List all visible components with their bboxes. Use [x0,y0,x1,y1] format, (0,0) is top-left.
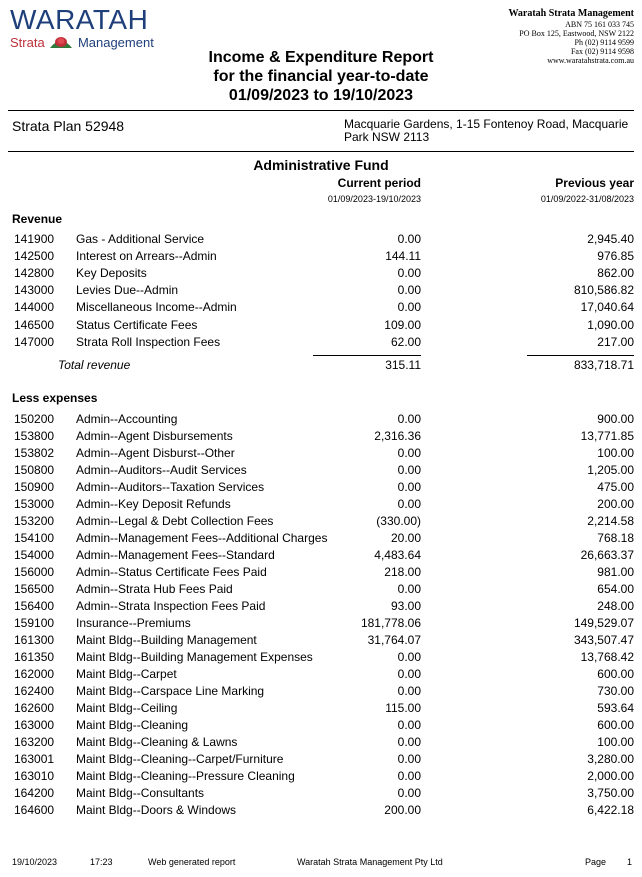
table-row [0,513,642,530]
account-name: Gas - Additional Service [76,232,205,246]
account-name: Status Certificate Fees [76,317,198,332]
previous-amount: 976.85 [597,249,634,264]
current-amount: 115.00 [385,701,421,715]
current-amount: 0.00 [397,266,421,281]
revenue-heading: Revenue [12,212,63,226]
current-amount: 2,316.36 [374,429,421,443]
previous-amount: 654.00 [597,582,634,596]
report-title-line3: 01/09/2023 to 19/10/2023 [228,87,414,104]
previous-amount: 248.00 [597,599,634,613]
table-row [0,564,642,581]
current-amount: 218.00 [384,565,421,579]
previous-amount: 1,205.00 [587,463,634,477]
account-name: Maint Bldg--Carspace Line Marking [76,684,265,698]
current-amount: 109.00 [384,317,421,332]
account-code: 147000 [14,334,55,349]
account-code: 164200 [14,786,55,800]
current-amount: 0.00 [397,412,421,426]
previous-amount: 1,090.00 [587,317,634,332]
previous-amount: 981.00 [597,565,634,579]
current-amount: 0.00 [397,300,421,315]
account-name: Admin--Strata Inspection Fees Paid [76,599,266,613]
total-revenue-current: 315.11 [385,358,421,372]
previous-amount: 26,663.37 [580,548,634,562]
previous-amount: 3,280.00 [587,752,634,766]
report-title-line1: Income & Expenditure Report [208,49,434,66]
account-code: 163000 [14,718,55,732]
current-amount: 0.00 [397,497,421,511]
account-code: 146500 [14,317,55,332]
table-row [0,598,642,615]
previous-amount: 13,771.85 [580,429,634,443]
report-title-line2: for the financial year-to-date [213,68,429,85]
logo-tagline [10,35,154,50]
account-name: Maint Bldg--Doors & Windows [76,803,237,817]
account-name: Admin--Accounting [76,412,178,426]
table-row [0,462,642,479]
previous-amount: 768.18 [597,531,634,545]
table-row [0,334,642,351]
account-name: Interest on Arrears--Admin [76,249,217,264]
current-amount: 0.00 [397,735,421,749]
account-name: Key Deposits [76,266,147,281]
table-row [0,547,642,564]
footer-note: Web generated report [148,857,236,867]
account-name: Insurance--Premiums [76,616,191,630]
table-row [0,496,642,513]
total-line-previous [527,355,634,356]
account-code: 153000 [14,497,55,511]
table-row [0,231,642,248]
current-amount: 0.00 [397,769,421,783]
account-code: 163010 [14,769,55,783]
total-revenue-label: Total revenue [58,358,131,372]
account-name: Admin--Management Fees--Additional Charges [76,531,328,545]
account-name: Admin--Agent Disbursements [76,429,233,443]
current-amount: 0.00 [397,582,421,596]
column-previous-range: 01/09/2022-31/08/2023 [540,194,634,204]
account-code: 154100 [14,531,55,545]
account-name: Admin--Legal & Debt Collection Fees [76,514,274,528]
previous-amount: 3,750.00 [587,786,634,800]
account-name: Maint Bldg--Cleaning & Lawns [76,735,238,749]
previous-amount: 2,945.40 [587,232,634,246]
account-name: Admin--Agent Disburst--Other [76,446,235,460]
account-name: Maint Bldg--Consultants [76,786,205,800]
account-name: Admin--Management Fees--Standard [76,548,275,562]
logo-management: Management [77,35,154,50]
company-fax: Fax (02) 9114 9598 [570,47,634,56]
account-name: Maint Bldg--Ceiling [76,701,178,715]
account-name: Maint Bldg--Building Management Expenses [76,650,313,664]
account-name: Admin--Strata Hub Fees Paid [76,582,233,596]
previous-amount: 100.00 [597,446,634,460]
company-website: www.waratahstrata.com.au [547,56,634,65]
account-code: 143000 [14,283,55,298]
table-row [0,265,642,282]
table-row [0,683,642,700]
previous-amount: 13,768.42 [580,650,634,664]
previous-amount: 343,507.47 [573,633,634,647]
account-name: Miscellaneous Income--Admin [76,300,237,315]
current-amount: 20.00 [390,531,421,545]
account-name: Admin--Auditors--Taxation Services [76,480,265,494]
expenses-heading: Less expenses [12,391,98,405]
account-code: 163200 [14,735,55,749]
account-name: Maint Bldg--Cleaning [76,718,189,732]
column-current-header: Current period [337,176,421,190]
previous-amount: 2,000.00 [587,769,634,783]
table-row [0,768,642,785]
footer-company: Waratah Strata Management Pty Ltd [297,857,443,867]
account-code: 142500 [14,249,55,264]
account-name: Strata Roll Inspection Fees [76,334,221,349]
total-line-current [313,355,421,356]
company-phone: Ph (02) 9114 9599 [574,38,634,47]
current-amount: 0.00 [397,684,421,698]
table-row [0,632,642,649]
account-code: 150900 [14,480,55,494]
current-amount: 0.00 [397,650,421,664]
account-code: 153802 [14,446,55,460]
table-row [0,445,642,462]
previous-amount: 2,214.58 [587,514,634,528]
current-amount: 0.00 [397,667,421,681]
table-row [0,411,642,428]
column-current-range: 01/09/2023-19/10/2023 [327,194,421,204]
previous-amount: 100.00 [597,735,634,749]
footer-time: 17:23 [90,857,113,867]
company-po-box: PO Box 125, Eastwood, NSW 2122 [519,29,634,38]
current-amount: 0.00 [397,752,421,766]
previous-amount: 200.00 [597,497,634,511]
table-row [0,428,642,445]
account-name: Maint Bldg--Cleaning--Carpet/Furniture [76,752,284,766]
previous-amount: 475.00 [597,480,634,494]
table-row [0,666,642,683]
company-name: Waratah Strata Management [508,8,634,19]
property-address: Macquarie Gardens, 1-15 Fontenoy Road, Macquarie Park NSW 2113 [344,117,629,144]
table-row [0,751,642,768]
previous-amount: 17,040.64 [580,300,634,315]
total-revenue-previous: 833,718.71 [573,358,634,372]
previous-amount: 593.64 [597,701,634,715]
account-name: Maint Bldg--Carpet [76,667,177,681]
table-row [0,785,642,802]
account-name: Maint Bldg--Cleaning--Pressure Cleaning [76,769,295,783]
previous-amount: 217.00 [597,334,634,349]
previous-amount: 6,422.18 [587,803,634,817]
previous-amount: 600.00 [597,718,634,732]
company-details [508,8,634,65]
account-code: 150800 [14,463,55,477]
account-name: Maint Bldg--Building Management [76,633,257,647]
previous-amount: 149,529.07 [573,616,634,630]
current-amount: 62.00 [390,334,421,349]
account-code: 162000 [14,667,55,681]
table-row [0,317,642,334]
current-amount: 144.11 [385,249,421,264]
account-code: 153800 [14,429,55,443]
footer-page-number: 1 [627,857,633,867]
footer-date: 19/10/2023 [12,857,58,867]
account-code: 153200 [14,514,55,528]
current-amount: 200.00 [384,803,421,817]
footer-page-label: Page [585,857,607,867]
account-code: 164600 [14,803,55,817]
column-previous-header: Previous year [555,176,634,190]
strata-plan: Strata Plan 52948 [12,118,125,134]
account-name: Admin--Key Deposit Refunds [76,497,231,511]
account-code: 142800 [14,266,55,281]
previous-amount: 730.00 [597,684,634,698]
previous-amount: 862.00 [597,266,634,281]
account-code: 150200 [14,412,55,426]
current-amount: (330.00) [376,514,421,528]
account-code: 161350 [14,650,55,664]
account-code: 144000 [14,300,55,315]
current-amount: 31,764.07 [367,633,421,647]
current-amount: 0.00 [397,718,421,732]
divider-top [8,110,634,111]
current-amount: 0.00 [397,786,421,800]
account-code: 163001 [14,752,55,766]
divider-plan [8,151,634,152]
account-code: 156000 [14,565,55,579]
table-row [0,802,642,819]
table-row [0,530,642,547]
current-amount: 0.00 [397,463,421,477]
account-code: 156400 [14,599,55,613]
logo-strata: Strata [10,35,45,50]
current-amount: 181,778.06 [360,616,421,630]
account-name: Admin--Status Certificate Fees Paid [76,565,267,579]
previous-amount: 600.00 [597,667,634,681]
previous-amount: 810,586.82 [573,283,634,298]
account-name: Admin--Auditors--Audit Services [76,463,247,477]
table-row [0,479,642,496]
account-code: 162400 [14,684,55,698]
table-row [0,700,642,717]
current-amount: 4,483.64 [374,548,421,562]
current-amount: 93.00 [390,599,421,613]
current-amount: 0.00 [397,232,421,246]
company-abn: ABN 75 161 033 745 [565,20,634,29]
current-amount: 0.00 [397,283,421,298]
account-name: Levies Due--Admin [76,283,179,298]
table-row [0,581,642,598]
fund-title: Administrative Fund [253,157,389,173]
account-code: 159100 [14,616,55,630]
table-row [0,615,642,632]
account-code: 154000 [14,548,55,562]
table-row [0,717,642,734]
previous-amount: 900.00 [597,412,634,426]
table-row [0,649,642,666]
account-code: 156500 [14,582,55,596]
table-row [0,248,642,265]
logo-wordmark: WARATAH [10,4,149,35]
report-title [165,48,477,105]
account-code: 141900 [14,232,55,246]
current-amount: 0.00 [397,446,421,460]
account-code: 162600 [14,701,55,715]
current-amount: 0.00 [397,480,421,494]
table-row [0,299,642,316]
table-row [0,734,642,751]
account-code: 161300 [14,633,55,647]
table-row [0,282,642,299]
waratah-flower-icon [48,36,74,49]
